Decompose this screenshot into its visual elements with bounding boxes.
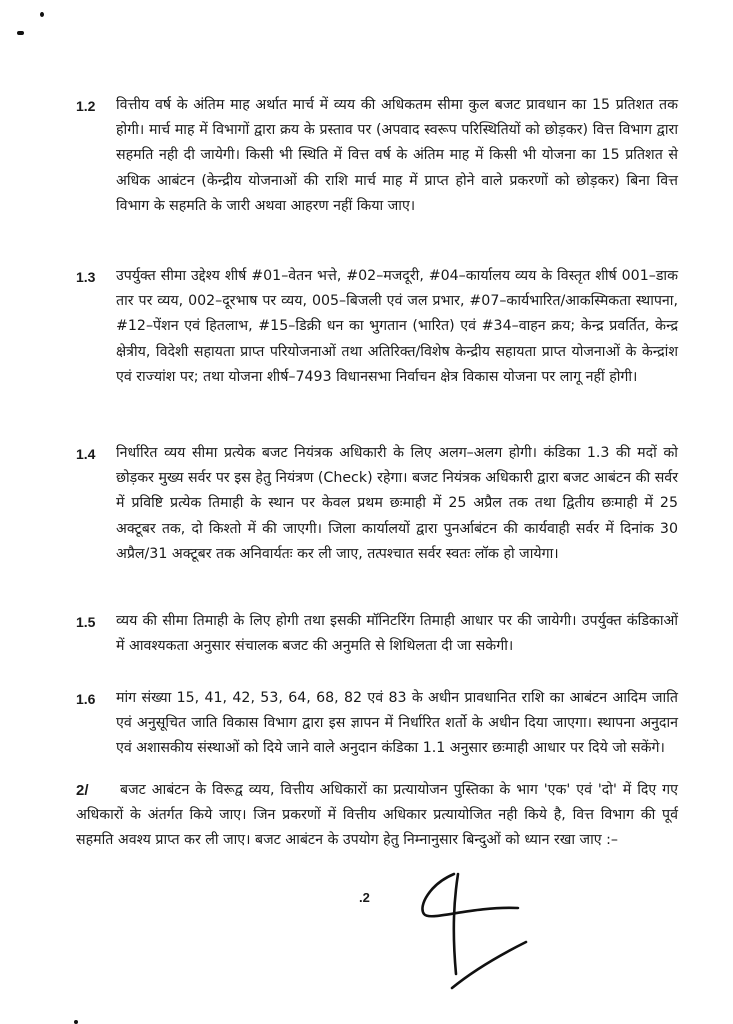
paragraph-number: 1.3 (76, 269, 96, 285)
scan-speck (17, 31, 24, 35)
paragraph-text: मांग संख्या 15, 41, 42, 53, 64, 68, 82 एवं 83 के अधीन प्रावधानित राशि का आबंटन आदिम जाति एवं अनुसूचित जाति विकास विभाग द्वारा इस ज्ञापन में निर्धारित शर्तो के अधीन दिया जाएगा। स्थापना अनुदान एवं अशासकीय संस्थाओं को दिये जाने वाले अनुदान कंडिका 1.1 अनुसार छःमाही आधार पर दिये जो सकेंगे। (116, 690, 678, 757)
section-number: 2/ (76, 782, 89, 799)
section-2 (76, 778, 678, 854)
scan-speck (40, 12, 44, 17)
paragraph-number: 1.5 (76, 614, 96, 630)
paragraph-text: उपर्युक्त सीमा उद्देश्य शीर्ष #01–वेतन भत्ते, #02–मजदूरी, #04–कार्यालय व्यय के विस्तृत शीर्ष 001–डाक तार पर व्यय, 002–दूरभाष पर व्यय, 005–बिजली एवं जल प्रभार, #07–कार्यभारित/आकस्मिकता स्थापना, #12–पेंशन एवं हितलाभ, #15–डिक्री धन का भुगतान (भारित) एवं #34–वाहन क्रय; केन्द्र प्रवर्तित, केन्द्र क्षेत्रीय, विदेशी सहायता प्राप्त परियोजनाओं तथा अतिरिक्त/विशेष केन्द्रीय सहायता प्राप्त योजनाओं के केन्द्रांश एवं राज्यांश पर; तथा योजना शीर्ष–7493 विधानसभा निर्वाचन क्षेत्र विकास योजना पर लागू नहीं होगी। (116, 268, 678, 385)
paragraph-1-5 (76, 609, 678, 659)
paragraph-number: 1.2 (76, 98, 96, 114)
paragraph-text: निर्धारित व्यय सीमा प्रत्येक बजट नियंत्रक अधिकारी के लिए अलग–अलग होगी। कंडिका 1.3 की मदों को छोड़कर मुख्य सर्वर पर इस हेतु नियंत्रण (Check) रहेगा। बजट नियंत्रक अधिकारी द्वारा बजट आबंटन की सर्वर में प्रविष्टि प्रत्येक तिमाही के स्थान पर केवल प्रथम छःमाही में 25 अप्रैल तक तथा द्वितीय छःमाही में 25 अक्टूबर तक, दो किश्तो में की जाएगी। जिला कार्यालयों द्वारा पुनर्आबंटन की कार्यवाही सर्वर में दिनांक 30 अप्रैल/31 अक्टूबर तक अनिवार्यतः कर ली जाए, तत्पश्चात सर्वर स्वतः लॉक हो जायेगा। (116, 445, 678, 562)
signature-icon (410, 870, 530, 990)
paragraph-text: वित्तीय वर्ष के अंतिम माह अर्थात मार्च में व्यय की अधिकतम सीमा कुल बजट प्रावधान का 15 प्रतिशत तक होगी। मार्च माह में विभागों द्वारा क्रय के प्रस्ताव पर (अपवाद स्वरूप परिस्थितियों को छोड़कर) वित्त विभाग द्वारा सहमति नही दी जायेगी। किसी भी स्थिति में वित्त वर्ष के अंतिम माह में किसी भी योजना का 15 प्रतिशत से अधिक आबंटन (केन्द्रीय योजनाओं की राशि मार्च माह में प्राप्त होने वाले प्रकरणों को छोड़कर) बिना वित्त विभाग के सहमति के जारी अथवा आहरण नहीं किया जाए। (116, 97, 678, 214)
paragraph-1-3 (76, 264, 678, 390)
paragraph-text: व्यय की सीमा तिमाही के लिए होगी तथा इसकी मॉनिटरिंग तिमाही आधार पर की जायेगी। उपर्युक्त कंडिकाओं में आवश्यकता अनुसार संचालक बजट की अनुमति से शिथिलता दी जा सकेगी। (116, 613, 678, 655)
scan-speck (74, 1020, 78, 1024)
paragraph-1-2 (76, 93, 678, 219)
paragraph-1-4 (76, 441, 678, 567)
paragraph-1-6 (76, 686, 678, 762)
paragraph-number: 1.6 (76, 691, 96, 707)
paragraph-number: 1.4 (76, 446, 96, 462)
section-text: बजट आबंटन के विरूद्व व्यय, वित्तीय अधिकारों का प्रत्यायोजन पुस्तिका के भाग 'एक' एवं 'दो' में दिए गए अधिकारों के अंतर्गत किये जाए। जिन प्रकरणों में वित्तीय अधिकार प्रत्यायोजित नही किये है, वित्त विभाग की पूर्व सहमति अवश्य प्राप्त कर ली जाए। बजट आबंटन के उपयोग हेतु निम्नानुसार बिन्दुओं को ध्यान रखा जाए :– (76, 782, 678, 849)
page-number: .2 (359, 890, 370, 905)
